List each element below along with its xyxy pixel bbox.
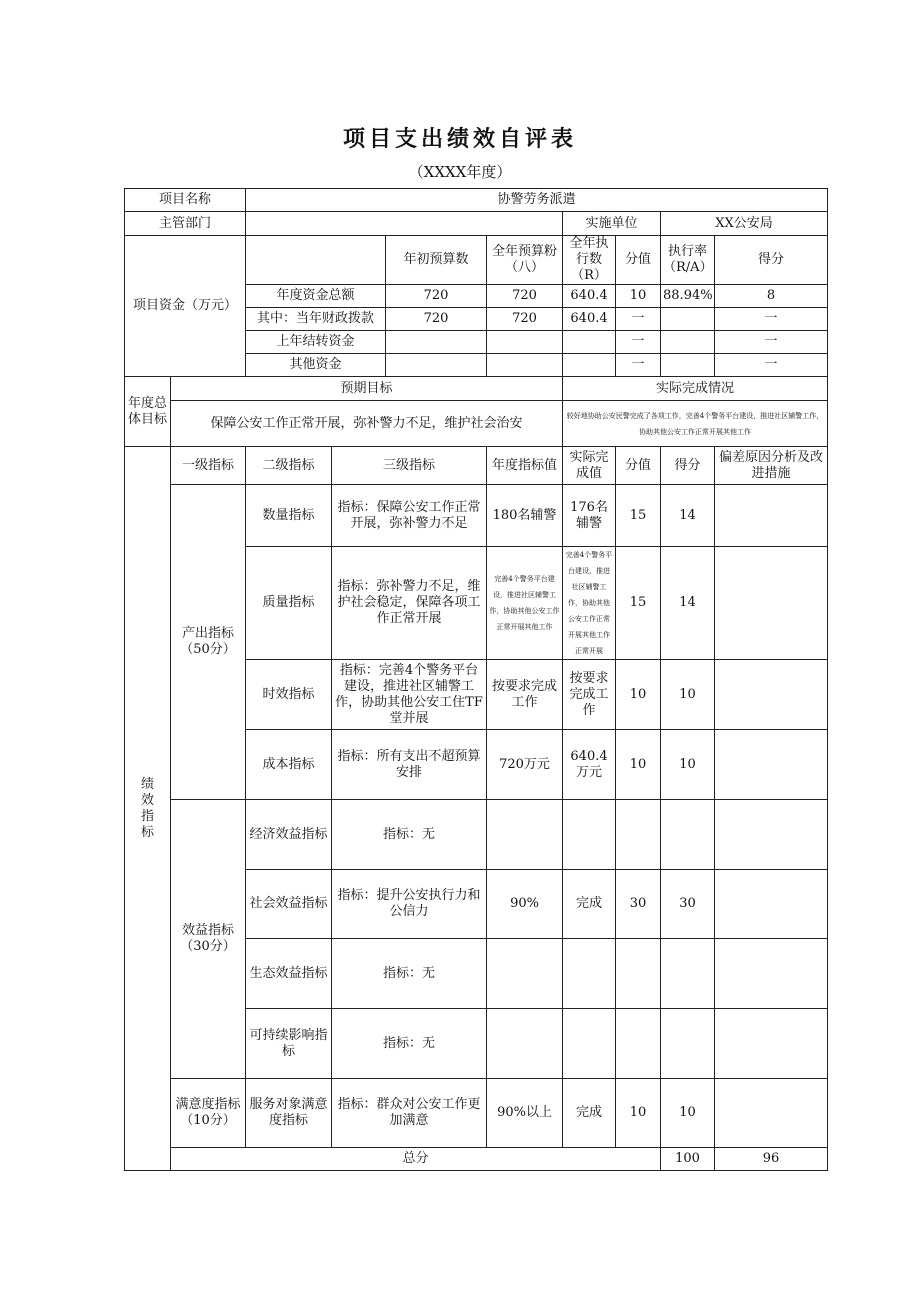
funds-label: 项目资金（万元） [125,236,246,377]
score-value-cell [616,800,661,870]
actual-cell: 完成 [563,870,616,939]
actual-cell: 完善4个警务平台建设，推进社区辅警工作，协助其他公安工作正常开展其他工作正常开展 [563,547,616,660]
header-annual: 年度指标值 [487,447,563,485]
header-score: 得分 [661,447,715,485]
annual-cell: 完善4个警务平台建设，推进社区辅警工作，协助其他公安工作正常开展其他工作 [487,547,563,660]
deviation-cell [715,1079,828,1148]
deviation-cell [715,939,828,1009]
benefit-row-economic [125,800,828,870]
level2-cell: 质量指标 [246,547,332,660]
funds-score-value: 一 [616,331,661,354]
funds-row-label: 年度资金总额 [246,285,386,308]
project-name-label: 项目名称 [125,189,246,212]
actual-cell [563,1009,616,1079]
score-cell [661,800,715,870]
dept-label: 主管部门 [125,212,246,236]
level2-cell: 社会效益指标 [246,870,332,939]
score-value-cell: 10 [616,1079,661,1148]
page-subtitle: （XXXX年度） [408,163,512,181]
score-cell [661,1009,715,1079]
benefit-label: 效益指标（30分） [171,800,246,1079]
actual-cell [563,939,616,1009]
funds-annual: 720 [487,308,563,331]
actual-cell: 640.4万元 [563,730,616,800]
score-value-cell: 15 [616,485,661,547]
funds-executed [563,331,616,354]
level2-cell: 经济效益指标 [246,800,332,870]
annual-cell [487,800,563,870]
funds-initial [386,354,487,377]
score-cell [661,939,715,1009]
output-label: 产出指标（50分） [171,485,246,800]
score-value-cell: 30 [616,870,661,939]
actual-cell: 176名辅警 [563,485,616,547]
total-score-value: 100 [661,1148,715,1171]
header-level3: 三级指标 [332,447,487,485]
funds-annual: 720 [487,285,563,308]
level3-cell: 指标：无 [332,939,487,1009]
level2-cell: 成本指标 [246,730,332,800]
funds-row-label: 其中：当年财政拨款 [246,308,386,331]
level2-cell: 可持续影响指标 [246,1009,332,1079]
funds-executed: 640.4 [563,308,616,331]
level3-cell: 指标：无 [332,800,487,870]
level3-cell: 指标：群众对公安工作更加满意 [332,1079,487,1148]
score-cell: 14 [661,485,715,547]
output-row-quantity [125,485,828,547]
deviation-cell [715,730,828,800]
funds-initial: 720 [386,308,487,331]
project-name-value: 协警劳务派遣 [246,189,828,212]
impl-label: 实施单位 [563,212,661,236]
funds-score: 8 [715,285,828,308]
funds-rate [661,354,715,377]
performance-header-row [125,447,828,485]
header-level2: 二级指标 [246,447,332,485]
annual-cell: 180名辅警 [487,485,563,547]
level3-cell: 指标：提升公安执行力和公信力 [332,870,487,939]
impl-value: XX公安局 [661,212,828,236]
funds-annual [487,331,563,354]
funds-row-label: 上年结转资金 [246,331,386,354]
total-row [125,1148,828,1171]
deviation-cell [715,800,828,870]
level3-cell: 指标：所有支出不超预算安排 [332,730,487,800]
score-cell: 10 [661,660,715,730]
actual-cell: 按要求完成工作 [563,660,616,730]
funds-row-label: 其他资金 [246,354,386,377]
annual-cell: 720万元 [487,730,563,800]
goals-expected-label: 预期目标 [171,377,563,401]
funds-score-value: 10 [616,285,661,308]
annual-cell: 90%以上 [487,1079,563,1148]
actual-cell: 完成 [563,1079,616,1148]
score-cell: 14 [661,547,715,660]
funds-score: 一 [715,354,828,377]
level3-cell: 指标：保障公安工作正常开展，弥补警力不足 [332,485,487,547]
funds-score-value: 一 [616,354,661,377]
funds-initial: 720 [386,285,487,308]
score-value-cell: 10 [616,730,661,800]
funds-col-rate: 执行率（R/A） [661,236,715,285]
funds-initial [386,331,487,354]
funds-col-initial: 年初预算数 [386,236,487,285]
header-deviation: 偏差原因分析及改进措施 [715,447,828,485]
deviation-cell [715,870,828,939]
goals-expected-text: 保障公安工作正常开展，弥补警力不足，维护社会治安 [171,401,563,447]
deviation-cell [715,485,828,547]
level3-cell: 指标：完善4个警务平台建设，推进社区辅警工作，协助其他公安工住TF堂并展 [332,660,487,730]
level2-cell: 服务对象满意度指标 [246,1079,332,1148]
satisfaction-row [125,1079,828,1148]
deviation-cell [715,547,828,660]
funds-score-value: 一 [616,308,661,331]
header-level1: 一级指标 [171,447,246,485]
level2-cell: 时效指标 [246,660,332,730]
funds-score: 一 [715,331,828,354]
annual-cell: 90% [487,870,563,939]
annual-cell [487,939,563,1009]
score-cell: 30 [661,870,715,939]
funds-rate: 88.94% [661,285,715,308]
deviation-cell [715,660,828,730]
annual-cell: 按要求完成工作 [487,660,563,730]
goals-actual-text: 较好地协助公安民警完成了各项工作，完善4个警务平台建设，推进社区辅警工作，协助其他公安工作正常开展其他工作 [563,401,828,447]
funds-rate [661,308,715,331]
funds-annual [487,354,563,377]
level3-cell: 指标：无 [332,1009,487,1079]
funds-score: 一 [715,308,828,331]
level2-cell: 生态效益指标 [246,939,332,1009]
project-name-row [125,189,828,212]
funds-rate [661,331,715,354]
satisfaction-label: 满意度指标（10分） [171,1079,246,1148]
funds-col-score: 得分 [715,236,828,285]
funds-col-executed: 全年执行数（R） [563,236,616,285]
goals-content-row [125,401,828,447]
deviation-cell [715,1009,828,1079]
header-score-value: 分值 [616,447,661,485]
page-title: 项目支出绩效自评表 [342,126,577,152]
funds-col-blank [246,236,386,285]
annual-cell [487,1009,563,1079]
self-evaluation-table [124,188,828,1171]
total-label: 总分 [171,1148,661,1171]
funds-executed: 640.4 [563,285,616,308]
funds-header-row [125,236,828,285]
score-value-cell [616,1009,661,1079]
funds-col-score-value: 分值 [616,236,661,285]
level3-cell: 指标：弥补警力不足，维护社会稳定，保障各项工作正常开展 [332,547,487,660]
funds-executed [563,354,616,377]
score-cell: 10 [661,1079,715,1148]
goals-label: 年度总体目标 [125,377,171,447]
score-value-cell: 10 [616,660,661,730]
level2-cell: 数量指标 [246,485,332,547]
header-actual: 实际完成值 [563,447,616,485]
dept-value [246,212,563,236]
score-value-cell: 15 [616,547,661,660]
score-value-cell [616,939,661,1009]
goals-actual-label: 实际完成情况 [563,377,828,401]
funds-col-annual: 全年预算粉（八） [487,236,563,285]
score-cell: 10 [661,730,715,800]
goals-header-row [125,377,828,401]
actual-cell [563,800,616,870]
department-row [125,212,828,236]
total-score: 96 [715,1148,828,1171]
performance-label: 绩效指标 [125,447,171,1171]
